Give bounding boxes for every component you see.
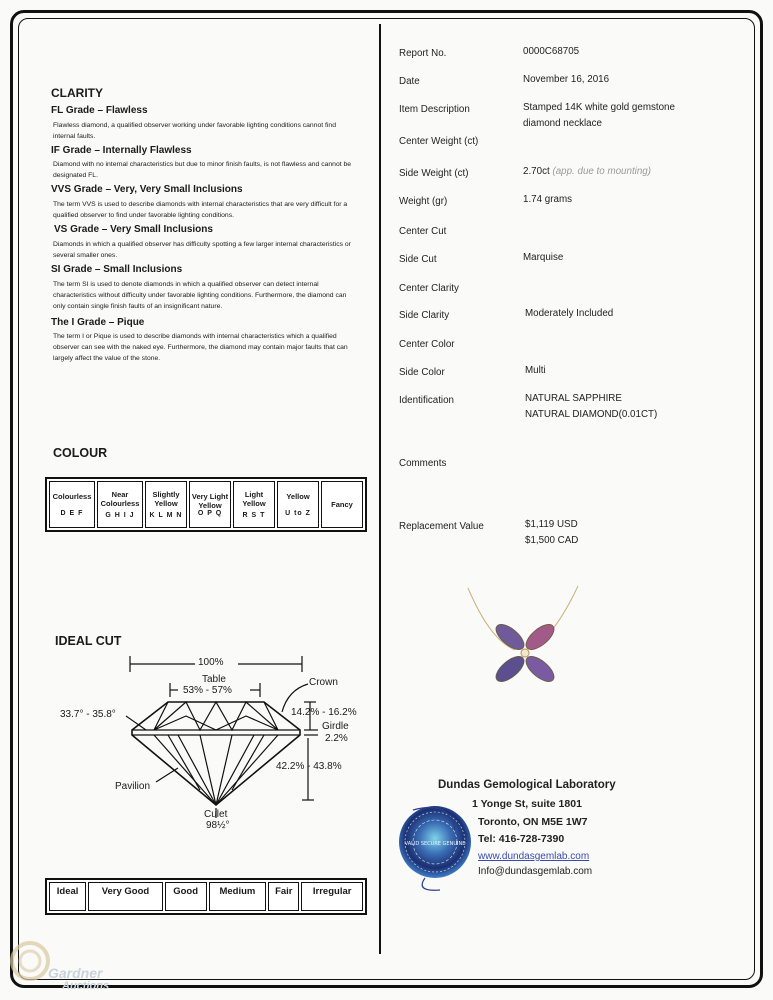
crown-label: Crown bbox=[309, 677, 338, 688]
girdle-label: Girdle bbox=[322, 721, 349, 732]
grade-si-desc: The term SI is used to denote diamonds in which a qualified observer can detect internal characteristics without difficulty under favorable lighting conditions. Furthermore, the diamond can only contain single finish faults of an insignificant nature. bbox=[53, 281, 347, 310]
field-label-comments: Comments bbox=[399, 458, 447, 469]
colour-cell-near-colourless bbox=[97, 481, 143, 528]
necklace-photo bbox=[460, 580, 590, 690]
identification-line-1: NATURAL SAPPHIRE bbox=[525, 393, 622, 404]
field-label-center-color: Center Color bbox=[399, 339, 455, 350]
field-value-weight-gr: 1.74 grams bbox=[523, 194, 573, 205]
field-label-side-weight: Side Weight (ct) bbox=[399, 168, 469, 179]
field-label-replacement-value: Replacement Value bbox=[399, 521, 484, 532]
colour-cell-label: Very Light Yellow bbox=[191, 492, 229, 510]
field-label-side-color: Side Color bbox=[399, 367, 445, 378]
grade-vs-desc: Diamonds in which a qualified observer has difficulty spotting a few larger internal characteristics or several smaller ones. bbox=[53, 241, 351, 259]
colour-cell-colourless bbox=[49, 481, 95, 528]
culet-pct-label: 98½° bbox=[206, 820, 230, 831]
table-label: Table bbox=[202, 674, 226, 685]
colour-cell-very-light-yellow bbox=[189, 481, 231, 528]
identification-line-2: NATURAL DIAMOND(0.01CT) bbox=[525, 409, 658, 420]
field-label-center-cut: Center Cut bbox=[399, 226, 447, 237]
grade-vvs-desc: The term VVS is used to describe diamonds with internal characteristics that are very difficult for a qualified observer to find under favorable lighting conditions. bbox=[53, 201, 348, 219]
colour-cell-grades: G H I J bbox=[105, 512, 135, 519]
table-range-label: 53% - 57% bbox=[183, 685, 232, 696]
field-value-date: November 16, 2016 bbox=[523, 74, 610, 85]
cut-grade-ideal: Ideal bbox=[49, 882, 86, 911]
field-label-weight-gr: Weight (gr) bbox=[399, 196, 448, 207]
side-weight-note: (app. due to mounting) bbox=[552, 166, 652, 177]
watermark-text-2: Auctions bbox=[62, 980, 110, 992]
replacement-value-cad: $1,500 CAD bbox=[525, 535, 579, 546]
field-value-side-clarity: Moderately Included bbox=[525, 308, 614, 319]
colour-scale-table bbox=[45, 477, 367, 532]
field-label-report-no: Report No. bbox=[399, 48, 447, 59]
lab-address-line-1: 1 Yonge St, suite 1801 bbox=[472, 798, 582, 810]
auction-watermark-icon bbox=[8, 930, 50, 992]
crown-angle-label: 33.7° - 35.8° bbox=[60, 709, 116, 720]
field-value-item-description: Stamped 14K white gold gemstone diamond necklace bbox=[523, 102, 675, 129]
pavilion-depth-label: 42.2% - 43.8% bbox=[276, 761, 342, 772]
cut-grade-irregular: Irregular bbox=[301, 882, 363, 911]
field-value-side-cut: Marquise bbox=[523, 252, 564, 263]
grade-i-title: The I Grade – Pique bbox=[51, 317, 145, 328]
colour-title: COLOUR bbox=[53, 446, 108, 460]
crown-height-label: 14.2% - 16.2% bbox=[291, 707, 357, 718]
colour-cell-fancy bbox=[321, 481, 363, 528]
lab-email: Info@dundasgemlab.com bbox=[478, 866, 593, 877]
colour-cell-grades: R S T bbox=[242, 512, 266, 519]
cut-grade-good: Good bbox=[165, 882, 207, 911]
field-label-item-description: Item Description bbox=[399, 104, 470, 115]
field-label-center-weight: Center Weight (ct) bbox=[399, 136, 479, 147]
colour-cell-grades: U to Z bbox=[285, 510, 311, 517]
colour-cell-slightly-yellow bbox=[145, 481, 187, 528]
colour-cell-label: Near Colourless bbox=[100, 490, 140, 508]
side-weight-value: 2.70ct bbox=[523, 166, 550, 177]
cut-grade-medium: Medium bbox=[209, 882, 267, 911]
lab-name: Dundas Gemological Laboratory bbox=[438, 779, 616, 791]
grade-si-title: SI Grade – Small Inclusions bbox=[51, 264, 183, 275]
cut-grade-very-good: Very Good bbox=[88, 882, 163, 911]
colour-cell-label: Colourless bbox=[52, 492, 92, 501]
lab-website-link[interactable]: www.dundasgemlab.com bbox=[478, 851, 590, 862]
ideal-cut-title: IDEAL CUT bbox=[55, 634, 122, 648]
field-value-side-weight bbox=[523, 164, 651, 180]
replacement-value-usd: $1,119 USD bbox=[525, 519, 578, 530]
colour-cell-light-yellow bbox=[233, 481, 275, 528]
lab-phone: Tel: 416-728-7390 bbox=[478, 833, 565, 845]
colour-cell-label: Slightly Yellow bbox=[152, 490, 180, 508]
field-value-report-no: 0000C68705 bbox=[523, 46, 580, 57]
grade-fl-title: FL Grade – Flawless bbox=[51, 105, 148, 116]
colour-cell-grades: O P Q bbox=[197, 510, 223, 517]
hologram-seal-icon bbox=[395, 800, 475, 895]
width-label: 100% bbox=[198, 657, 224, 668]
field-label-date: Date bbox=[399, 76, 420, 87]
grade-vs-title: VS Grade – Very Small Inclusions bbox=[54, 224, 213, 235]
watermark-text-1: Gardner bbox=[48, 965, 103, 981]
field-label-identification: Identification bbox=[399, 395, 455, 406]
colour-cell-yellow bbox=[277, 481, 319, 528]
lab-address-line-2: Toronto, ON M5E 1W7 bbox=[478, 816, 588, 828]
colour-cell-label: Fancy bbox=[331, 500, 353, 509]
culet-label: Culet bbox=[204, 809, 228, 820]
colour-cell-grades: K L M N bbox=[149, 512, 183, 519]
seal-text: VALID SECURE GENUINE bbox=[404, 841, 466, 847]
girdle-pct-label: 2.2% bbox=[325, 733, 348, 744]
field-value-identification bbox=[525, 391, 657, 423]
colour-cell-label: Light Yellow bbox=[242, 490, 266, 508]
cut-grade-fair: Fair bbox=[268, 882, 299, 911]
grade-if-desc: Diamond with no internal characteristics but due to minor finish faults, is not flawless and cannot be designated FL. bbox=[53, 161, 352, 179]
colour-cell-grades: D E F bbox=[60, 510, 84, 517]
grade-fl-desc: Flawless diamond, a qualified observer working under favorable lighting conditions cannot find internal faults. bbox=[53, 122, 336, 140]
grade-vvs-title: VVS Grade – Very, Very Small Inclusions bbox=[51, 184, 243, 195]
grade-if-title: IF Grade – Internally Flawless bbox=[51, 145, 192, 156]
field-value-side-color: Multi bbox=[525, 365, 546, 376]
colour-cell-label: Yellow bbox=[286, 492, 310, 501]
cut-grade-table bbox=[45, 878, 367, 915]
field-label-side-clarity: Side Clarity bbox=[399, 310, 450, 321]
field-label-side-cut: Side Cut bbox=[399, 254, 437, 265]
field-label-center-clarity: Center Clarity bbox=[399, 283, 459, 294]
pavilion-label: Pavilion bbox=[115, 781, 151, 792]
clarity-title: CLARITY bbox=[51, 86, 103, 100]
grade-i-desc: The term I or Pique is used to describe diamonds with internal characteristics which a qualified observer can see with the naked eye. Furthermore, the diamond may contain major faults that can largely affect the value of the stone. bbox=[53, 333, 348, 362]
field-value-replacement-value bbox=[525, 517, 578, 549]
